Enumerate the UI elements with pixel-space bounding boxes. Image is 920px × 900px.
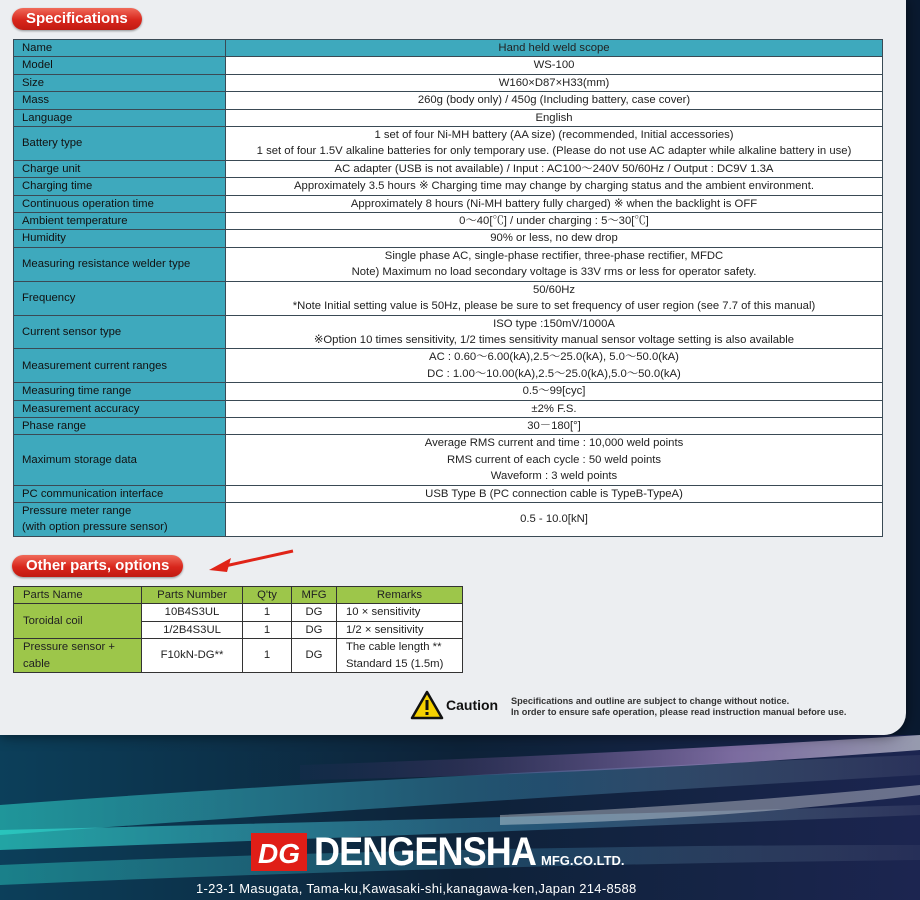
- spec-value-cell: [226, 502, 883, 536]
- parts-name-cell: Pressure sensor + cable: [14, 639, 142, 673]
- company-address: 1-23-1 Masugata, Tama-ku,Kawasaki-shi,kanagawa-ken,Japan 214-8588: [196, 881, 637, 896]
- spec-row: [14, 92, 883, 109]
- parts-name-cell: Toroidal coil: [14, 604, 142, 639]
- other-parts-heading: Other parts, options: [12, 555, 183, 577]
- spec-value-cell: [226, 92, 883, 109]
- spec-name-cell: Pressure meter range (with option pressure sensor): [14, 502, 226, 536]
- parts-number-cell: F10kN-DG**: [142, 639, 243, 673]
- spec-row: [14, 349, 883, 383]
- spec-value-cell: [226, 349, 883, 383]
- spec-value-line: 90% or less, no dew drop: [490, 232, 618, 245]
- spec-row: [14, 160, 883, 177]
- mfg-cell: DG: [292, 621, 337, 638]
- spec-row: [14, 178, 883, 195]
- spec-name-cell: Humidity: [14, 230, 226, 247]
- specifications-heading: Specifications: [12, 8, 142, 30]
- spec-row: [14, 57, 883, 74]
- spec-value-line: 50/60Hz: [532, 283, 576, 296]
- spec-name-cell: Ambient temperature: [14, 213, 226, 230]
- caution-line-2: In order to ensure safe operation, please read instruction manual before use.: [511, 707, 847, 717]
- spec-row: [14, 383, 883, 400]
- spec-value-line: *Note Initial setting value is 50Hz, please be sure to set frequency of user region (see 7.7 of this manual): [292, 300, 816, 313]
- mfg-cell: DG: [292, 639, 337, 673]
- spec-name-cell: Mass: [14, 92, 226, 109]
- caution-label: Caution: [446, 697, 499, 713]
- arrow-icon: [205, 548, 295, 578]
- spec-name-cell: Name: [14, 40, 226, 57]
- spec-name-cell: Continuous operation time: [14, 195, 226, 212]
- spec-row: [14, 195, 883, 212]
- header-parts-name: Parts Name: [14, 587, 142, 604]
- spec-value-line: WS-100: [533, 59, 575, 72]
- spec-value-line: Single phase AC, single-phase rectifier, three-phase rectifier, MFDC: [384, 249, 724, 262]
- spec-value-line: ISO type :150mV/1000A: [493, 317, 615, 330]
- brand-name: DENGENSHA: [314, 830, 536, 874]
- spec-value-line: English: [535, 111, 573, 124]
- spec-name-cell: Charging time: [14, 178, 226, 195]
- header-parts-number: Parts Number: [142, 587, 243, 604]
- spec-row: [14, 109, 883, 126]
- qty-cell: 1: [243, 604, 292, 621]
- caution-line-1: Specifications and outline are subject to change without notice.: [511, 696, 790, 706]
- spec-value-line: Average RMS current and time : 10,000 weld points: [424, 437, 684, 450]
- header-qty: Q'ty: [243, 587, 292, 604]
- spec-value-line: 260g (body only) / 450g (Including battery, case cover): [417, 94, 691, 107]
- spec-value-line: AC adapter (USB is not available) / Input : AC100～240V 50/60Hz / Output : DC9V 1.3A: [334, 162, 774, 175]
- spec-name-cell: Language: [14, 109, 226, 126]
- spec-row: [14, 74, 883, 91]
- spec-value-cell: [226, 160, 883, 177]
- specifications-table: [13, 39, 883, 537]
- dengensha-logo: [251, 833, 307, 876]
- spec-value-cell: [226, 213, 883, 230]
- spec-value-cell: [226, 485, 883, 502]
- spec-value-cell: [226, 315, 883, 349]
- spec-row: [14, 247, 883, 281]
- spec-value-line: Waveform : 3 weld points: [490, 470, 618, 483]
- spec-value-cell: [226, 417, 883, 434]
- spec-value-line: 30－180[°]: [527, 419, 581, 432]
- spec-row: [14, 281, 883, 315]
- spec-value-cell: [226, 109, 883, 126]
- spec-value-cell: [226, 281, 883, 315]
- qty-cell: 1: [243, 639, 292, 673]
- spec-row: [14, 230, 883, 247]
- spec-value-cell: [226, 435, 883, 485]
- remarks-cell: The cable length ** Standard 15 (1.5m): [337, 639, 463, 673]
- spec-name-cell: Measuring time range: [14, 383, 226, 400]
- header-remarks: Remarks: [337, 587, 463, 604]
- spec-value-line: ±2% F.S.: [531, 402, 577, 415]
- parts-table: [13, 586, 463, 673]
- spec-row: [14, 435, 883, 485]
- spec-value-line: W160×D87×H33(mm): [498, 76, 610, 89]
- table-row: [14, 639, 463, 673]
- spec-name-cell: Model: [14, 57, 226, 74]
- spec-value-cell: [226, 247, 883, 281]
- parts-number-cell: 1/2B4S3UL: [142, 621, 243, 638]
- caution-text: [511, 696, 846, 718]
- spec-value-line: Approximately 8 hours (Ni-MH battery fully charged) ※ when the backlight is OFF: [350, 197, 758, 210]
- parts-header-row: [14, 587, 463, 604]
- spec-value-line: Note) Maximum no load secondary voltage is 33V rms or less for operator safety.: [351, 266, 757, 279]
- spec-name-cell: Charge unit: [14, 160, 226, 177]
- spec-value-line: DC : 1.00～10.00(kA),2.5～25.0(kA),5.0～50.0(kA): [427, 367, 681, 380]
- spec-name-cell: Frequency: [14, 281, 226, 315]
- spec-value-cell: [226, 400, 883, 417]
- parts-number-cell: 10B4S3UL: [142, 604, 243, 621]
- spec-row: [14, 315, 883, 349]
- spec-value-cell: [226, 383, 883, 400]
- spec-name-cell: Maximum storage data: [14, 435, 226, 485]
- spec-value-line: ※Option 10 times sensitivity, 1/2 times sensitivity manual sensor voltage setting is also available: [313, 333, 795, 346]
- spec-name-cell: Battery type: [14, 127, 226, 161]
- spec-name-cell: Phase range: [14, 417, 226, 434]
- spec-name-cell: Measurement accuracy: [14, 400, 226, 417]
- spec-row: [14, 502, 883, 536]
- table-row: [14, 604, 463, 621]
- spec-value-line: 0～40[℃] / under charging : 5～30[℃]: [459, 215, 649, 228]
- brand-suffix: MFG.CO.LTD.: [541, 853, 625, 868]
- spec-row: [14, 213, 883, 230]
- spec-row: [14, 485, 883, 502]
- spec-value-line: 0.5 - 10.0[kN]: [520, 513, 588, 526]
- logo-mark: DG: [258, 838, 300, 869]
- spec-value-cell: [226, 195, 883, 212]
- spec-row: [14, 127, 883, 161]
- spec-row: [14, 400, 883, 417]
- spec-value-line: 0.5～99[cyc]: [522, 385, 586, 398]
- spec-header-row: [14, 40, 883, 57]
- qty-cell: 1: [243, 621, 292, 638]
- spec-value-line: Hand held weld scope: [498, 42, 610, 54]
- spec-name-cell: Measuring resistance welder type: [14, 247, 226, 281]
- spec-name-cell: Measurement current ranges: [14, 349, 226, 383]
- remarks-cell: 1/2 × sensitivity: [337, 621, 463, 638]
- remarks-cell: 10 × sensitivity: [337, 604, 463, 621]
- spec-value-cell: [226, 74, 883, 91]
- spec-value-cell: [226, 40, 883, 57]
- spec-value-line: RMS current of each cycle : 50 weld points: [446, 453, 662, 466]
- spec-name-cell: Current sensor type: [14, 315, 226, 349]
- mfg-cell: DG: [292, 604, 337, 621]
- spec-value-line: AC : 0.60～6.00(kA),2.5～25.0(kA), 5.0～50.0(kA): [429, 351, 679, 364]
- spec-value-line: USB Type B (PC connection cable is TypeB-TypeA): [425, 487, 683, 500]
- spec-value-cell: [226, 127, 883, 161]
- spec-value-line: 1 set of four 1.5V alkaline batteries for only temporary use. (Please do not use AC adapter while alkaline battery in use): [256, 145, 852, 158]
- spec-value-line: Approximately 3.5 hours ※ Charging time may change by charging status and the ambient environment.: [294, 180, 814, 193]
- spec-row: [14, 417, 883, 434]
- spec-value-cell: [226, 57, 883, 74]
- spec-name-cell: Size: [14, 74, 226, 91]
- header-mfg: MFG: [292, 587, 337, 604]
- spec-value-cell: [226, 230, 883, 247]
- spec-value-cell: [226, 178, 883, 195]
- spec-name-cell: PC communication interface: [14, 485, 226, 502]
- warning-icon: [410, 690, 444, 720]
- spec-value-line: 1 set of four Ni-MH battery (AA size) (recommended, Initial accessories): [374, 129, 734, 142]
- background-streaks: [0, 735, 920, 900]
